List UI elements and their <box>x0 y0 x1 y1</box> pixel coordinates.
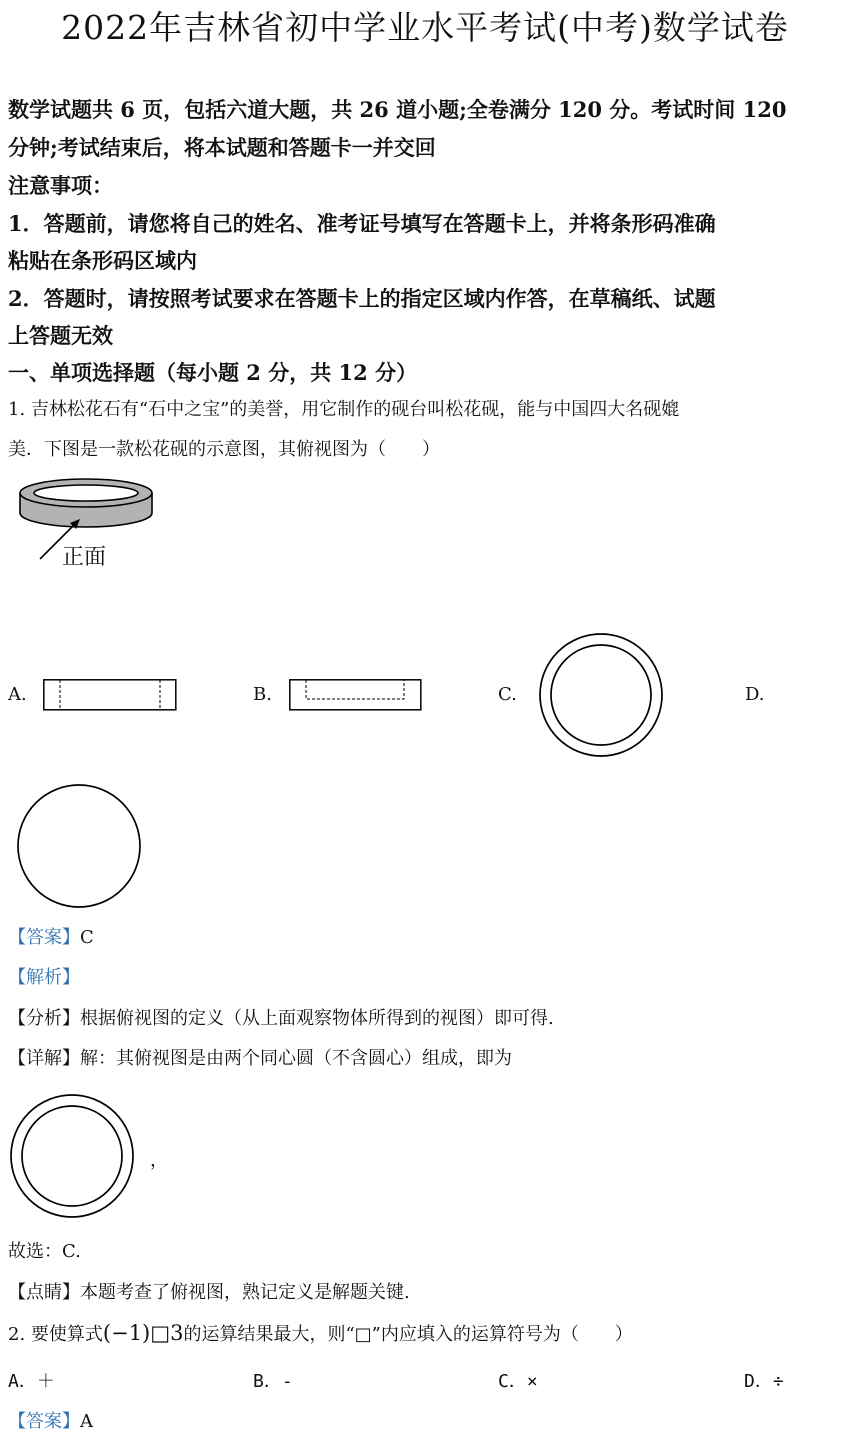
q1-answer <box>8 923 94 949</box>
q2-suffix: 的运算结果最大，则“□”内应填入的运算符号为（ ） <box>183 1324 633 1345</box>
option-c-label: C. <box>498 684 517 705</box>
q1-line-2: 美．下图是一款松花砚的示意图，其俯视图为（ ） <box>8 439 440 460</box>
intro-line-1: 数学试题共 6 页，包括六道大题，共 26 道小题;全卷满分 120 分。考试时间 120 <box>8 97 787 122</box>
q2-stem <box>8 1320 633 1346</box>
q2-option-c: C．× <box>498 1371 538 1392</box>
note-2-line-2: 上答题无效 <box>8 323 113 348</box>
note-1-line-2: 粘贴在条形码区域内 <box>8 248 197 273</box>
q1-dianjing <box>8 1278 410 1304</box>
illustration-comma: ， <box>150 1150 168 1171</box>
option-b-label: B. <box>253 684 272 705</box>
option-d-circle-figure <box>16 783 142 909</box>
q2-expression: (−1)□3 <box>102 1321 184 1345</box>
q1-xiangjie <box>8 1044 512 1070</box>
notice-heading: 注意事项： <box>8 173 113 198</box>
dianjing-tag: 【点睛】 <box>8 1282 80 1303</box>
option-a-label: A. <box>8 684 27 705</box>
fenxi-text: 根据俯视图的定义（从上面观察物体所得到的视图）即可得. <box>80 1008 554 1029</box>
q2-option-b: B．- <box>253 1371 293 1392</box>
xiangjie-text: 解：其俯视图是由两个同心圆（不含圆心）组成，即为 <box>80 1048 512 1069</box>
analysis-tag: 【解析】 <box>8 967 80 988</box>
front-label: 正面 <box>62 545 107 570</box>
option-d-label: D. <box>745 684 765 705</box>
answer-tag: 【答案】 <box>8 927 80 948</box>
answer-tag: 【答案】 <box>8 1411 80 1432</box>
q2-prefix: 2. 要使算式 <box>8 1324 103 1345</box>
xiangjie-tag: 【详解】 <box>8 1048 80 1069</box>
dianjing-text: 本题考查了俯视图，熟记定义是解题关键. <box>80 1282 410 1303</box>
q2-option-d: D．÷ <box>744 1371 784 1392</box>
q2-answer <box>8 1407 93 1433</box>
option-b-rectangle-figure <box>289 679 423 711</box>
intro-line-2: 分钟;考试结束后，将本试题和答题卡一并交回 <box>8 135 436 160</box>
note-2-line-1: 2．答题时，请按照考试要求在答题卡上的指定区域内作答，在草稿纸、试题 <box>8 286 716 311</box>
answer-value: C <box>80 927 94 948</box>
q1-fenxi <box>8 1004 554 1030</box>
q1-line-1: 1. 吉林松花石有“石中之宝”的美誉，用它制作的砚台叫松花砚，能与中国四大名砚媲 <box>8 399 680 420</box>
option-c-concentric-circles-figure <box>536 630 666 760</box>
note-1-line-1: 1．答题前，请您将自己的姓名、准考证号填写在答题卡上，并将条形码准确 <box>8 211 716 236</box>
fenxi-tag: 【分析】 <box>8 1008 80 1029</box>
page-title: 2022年吉林省初中学业水平考试(中考)数学试卷 <box>61 8 789 47</box>
section-1-heading: 一、单项选择题（每小题 2 分，共 12 分） <box>8 360 418 385</box>
concentric-circles-illustration <box>8 1092 138 1222</box>
q1-conclusion: 故选：C. <box>8 1241 81 1262</box>
option-a-rectangle-figure <box>43 679 178 711</box>
answer-value: A <box>80 1411 93 1432</box>
q2-option-a: A．＋ <box>8 1371 55 1392</box>
